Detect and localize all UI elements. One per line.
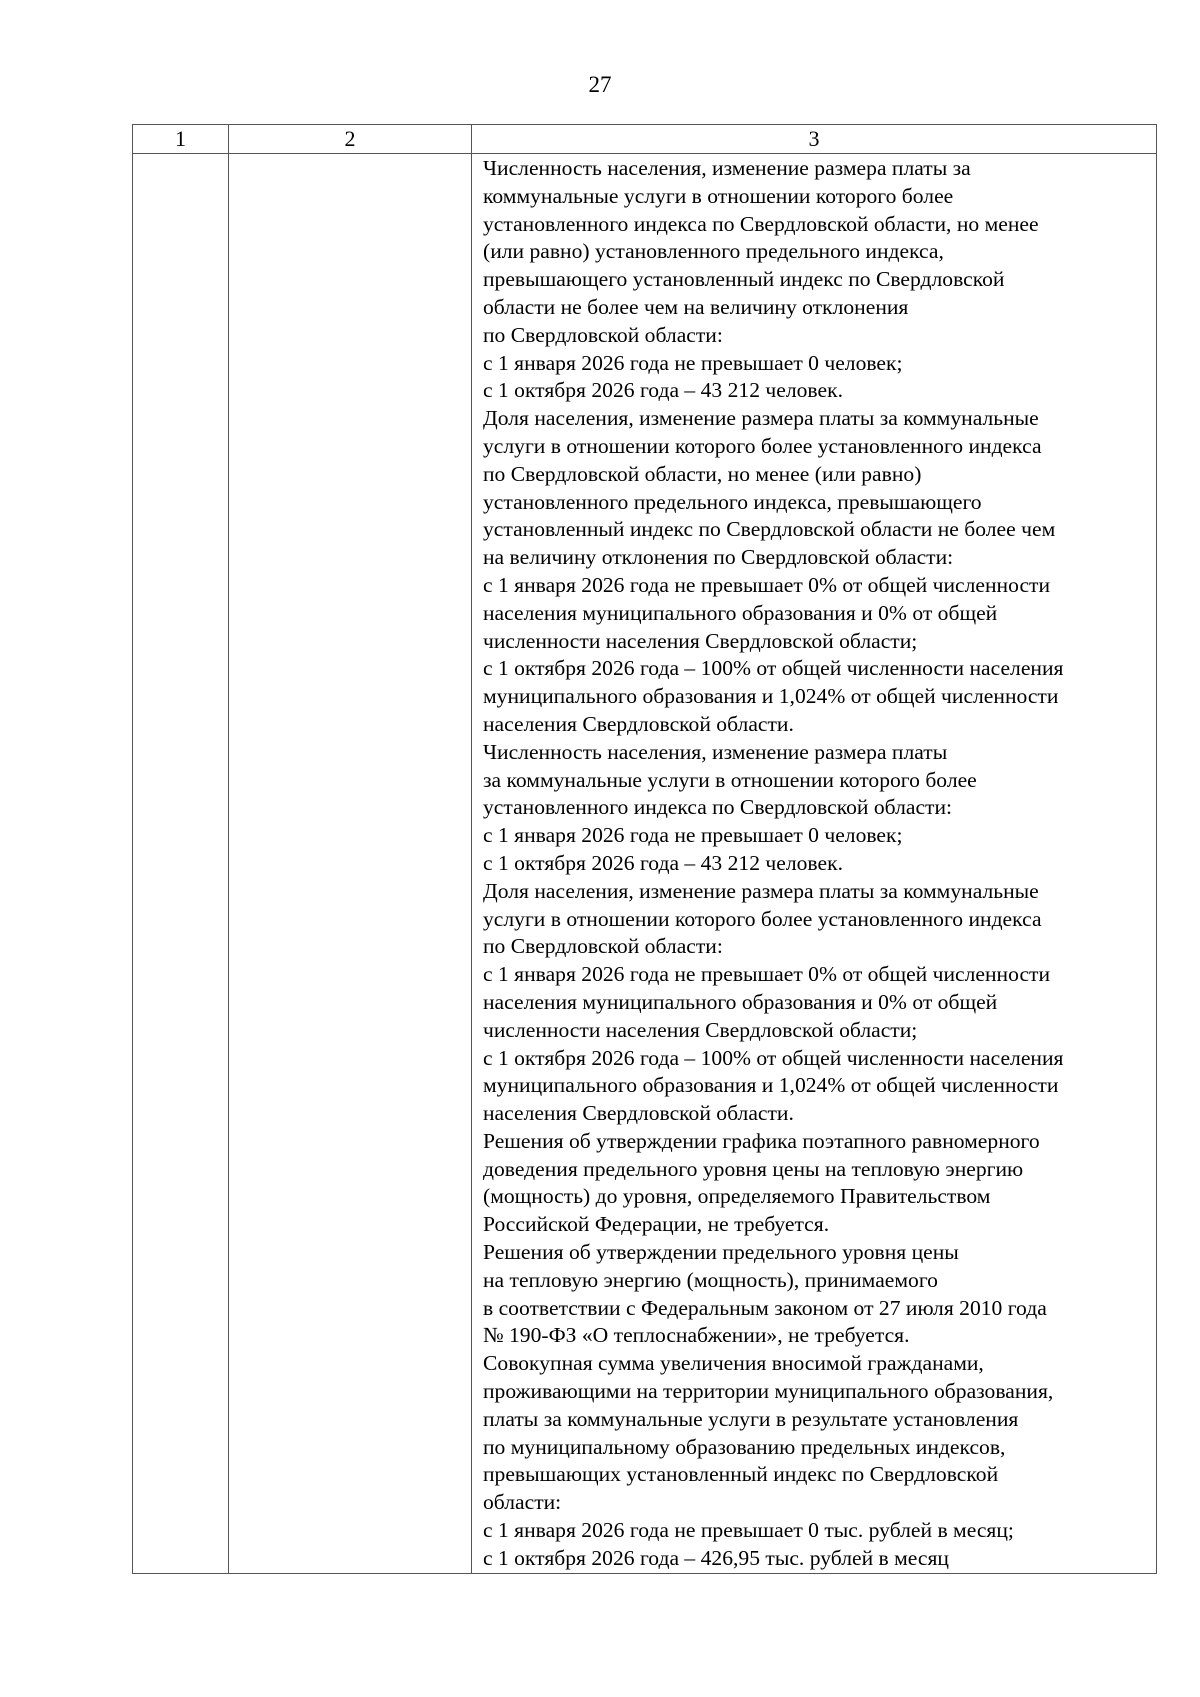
text-line: превышающего установленный индекс по Свердловской [483,267,1005,292]
text-line: в соответствии с Федеральным законом от 27 июля 2010 года [483,1295,1047,1320]
table-cell-col1 [133,154,229,1574]
text-line: (мощность) до уровня, определяемого Правительством [483,1184,991,1209]
text-line: на величину отклонения по Свердловской области: [483,545,954,570]
text-line: с 1 января 2026 года не превышает 0% от общей численности [483,572,1051,597]
text-line: установленный индекс по Свердловской области не более чем [483,517,1056,542]
text-line: Численность населения, изменение размера платы за [483,156,971,180]
text-line: установленного предельного индекса, превышающего [483,489,982,514]
column-header-1: 1 [133,125,229,154]
text-line: с 1 октября 2026 года – 100% от общей численности населения [483,1045,1064,1070]
text-line: численности населения Свердловской области; [483,1017,918,1042]
text-line: с 1 января 2026 года не превышает 0 человек; [483,350,903,375]
column-header-3: 3 [472,125,1157,154]
text-line: населения муниципального образования и 0% от общей [483,600,998,625]
text-line: Доля населения, изменение размера платы за коммунальные [483,406,1039,431]
text-line: платы за коммунальные услуги в результате установления [483,1406,1019,1431]
data-table [132,124,1157,1574]
table-row [133,154,1157,1574]
text-line: муниципального образования и 1,024% от общей численности [483,1073,1059,1098]
text-line: по Свердловской области, но менее (или равно) [483,461,922,486]
text-line: услуги в отношении которого более установленного индекса [483,906,1042,931]
text-line: (или равно) установленного предельного индекса, [483,239,944,264]
text-line: услуги в отношении которого более установленного индекса [483,433,1042,458]
text-line: населения Свердловской области. [483,711,794,736]
text-line: с 1 октября 2026 года – 43 212 человек. [483,378,843,403]
text-line: по Свердловской области: [483,322,723,347]
text-line: численности населения Свердловской области; [483,628,918,653]
text-line: с 1 октября 2026 года – 426,95 тыс. рублей в месяц [483,1545,949,1570]
text-line: по Свердловской области: [483,934,723,959]
text-line: проживающими на территории муниципального образования, [483,1379,1054,1404]
text-line: населения муниципального образования и 0% от общей [483,989,998,1014]
column-header-2: 2 [229,125,472,154]
text-line: населения Свердловской области. [483,1101,794,1126]
text-line: коммунальные услуги в отношении которого более [483,183,954,208]
text-line: доведения предельного уровня цены на тепловую энергию [483,1156,1024,1181]
text-line: установленного индекса по Свердловской области: [483,795,953,820]
text-line: установленного индекса по Свердловской области, но менее [483,211,1039,236]
table-cell-col3 [472,154,1157,1574]
table-cell-col2 [229,154,472,1574]
text-line: за коммунальные услуги в отношении которого более [483,767,977,792]
text-line: по муниципальному образованию предельных индексов, [483,1434,1006,1459]
text-line: области не более чем на величину отклонения [483,294,909,319]
text-line: с 1 октября 2026 года – 100% от общей численности населения [483,656,1064,681]
text-line: Численность населения, изменение размера платы [483,739,948,764]
text-line: Доля населения, изменение размера платы за коммунальные [483,878,1039,903]
text-line: Решения об утверждении предельного уровня цены [483,1240,959,1265]
text-line: Совокупная сумма увеличения вносимой гражданами, [483,1351,984,1376]
text-line: с 1 января 2026 года не превышает 0% от общей численности [483,962,1051,987]
page-number: 27 [588,72,612,97]
text-line: с 1 января 2026 года не превышает 0 тыс. рублей в месяц; [483,1518,1014,1543]
table-header-row [133,125,1157,154]
text-line: № 190-ФЗ «О теплоснабжении», не требуется. [483,1323,910,1348]
text-line: превышающих установленный индекс по Свердловской [483,1462,999,1487]
text-line: Российской Федерации, не требуется. [483,1212,830,1237]
text-line: с 1 января 2026 года не превышает 0 человек; [483,823,903,848]
text-line: области: [483,1490,562,1515]
text-line: с 1 октября 2026 года – 43 212 человек. [483,850,843,875]
text-line: муниципального образования и 1,024% от общей численности [483,684,1059,709]
text-line: Решения об утверждении графика поэтапного равномерного [483,1128,1040,1153]
text-line: на тепловую энергию (мощность), принимаемого [483,1267,938,1292]
